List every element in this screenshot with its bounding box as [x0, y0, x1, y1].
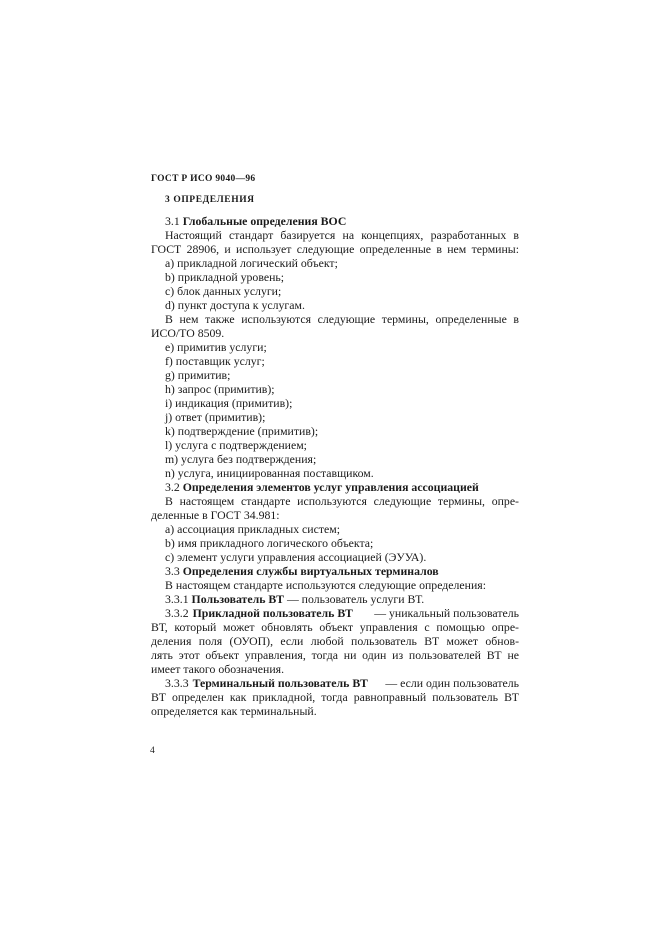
definition-term: Пользователь ВТ: [191, 592, 284, 606]
list-item: b) имя прикладного логического объекта;: [165, 536, 374, 550]
list-item: m) услуга без подтверждения;: [165, 452, 317, 466]
list-item: a) ассоциация прикладных систем;: [165, 522, 340, 536]
heading-number: 3.1: [165, 214, 180, 228]
paragraph-line: деленные в ГОСТ 34.981:: [151, 508, 280, 522]
paragraph-line: ВТ, который может обновлять объект управления с помощью опре-: [151, 620, 519, 634]
list-item: h) запрос (примитив);: [165, 382, 275, 396]
heading-title: Определения службы виртуальных терминалов: [182, 564, 439, 578]
subsection-heading-3-1: [165, 214, 519, 228]
list-item: l) услуга с подтверждением;: [165, 438, 307, 452]
definition-text: — уникальный пользователь: [374, 606, 519, 620]
subsection-heading-3-3: [165, 564, 519, 578]
heading-title: Определения элементов услуг управления ассоциацией: [182, 480, 479, 494]
list-item: d) пункт доступа к услугам.: [165, 298, 305, 312]
page-number: 4: [150, 746, 155, 756]
definition-term: Терминальный пользователь ВТ: [192, 676, 368, 690]
subsection-heading-3-2: [165, 480, 519, 494]
list-item: f) поставщик услуг;: [165, 354, 265, 368]
list-item: b) прикладной уровень;: [165, 270, 285, 284]
paragraph-line: ИСО/ТО 8509.: [151, 326, 225, 340]
list-item: e) примитив услуги;: [165, 340, 267, 354]
list-item: g) примитив;: [165, 368, 231, 382]
paragraph-line: лять этот объект управления, тогда ни один из пользователей ВТ не: [151, 648, 519, 662]
paragraph-line: ВТ определен как прикладной, тогда равноправный пользователь ВТ: [151, 690, 519, 704]
paragraph-line: ГОСТ 28906, и использует следующие определенные в нем термины:: [151, 242, 519, 256]
definition-text: — если один пользователь: [385, 676, 519, 690]
list-item: n) услуга, инициированная поставщиком.: [165, 466, 374, 480]
paragraph-line: В настоящем стандарте используются следующие определения:: [165, 578, 486, 592]
paragraph-line: В настоящем стандарте используются следующие термины, опре-: [165, 494, 519, 508]
paragraph-line: Настоящий стандарт базируется на концепциях, разработанных в: [165, 228, 519, 242]
document-header: ГОСТ Р ИСО 9040—96: [151, 174, 256, 184]
list-item: i) индикация (примитив);: [165, 396, 293, 410]
definition-number: 3.3.1: [165, 592, 189, 606]
definition-3-3-3: [165, 676, 519, 690]
list-item: a) прикладной логический объект;: [165, 256, 338, 270]
list-item: c) блок данных услуги;: [165, 284, 282, 298]
definition-term: Прикладной пользователь ВТ: [192, 606, 353, 620]
definition-number: 3.3.3: [165, 676, 189, 690]
paragraph-line: имеет такого обозначения.: [151, 662, 285, 676]
section-title: 3 ОПРЕДЕЛЕНИЯ: [165, 195, 255, 205]
paragraph-line: В нем также используются следующие термины, определенные в: [165, 312, 519, 326]
definition-3-3-2: [165, 606, 519, 620]
list-item: k) подтверждение (примитив);: [165, 424, 319, 438]
list-item: c) элемент услуги управления ассоциацией (ЭУУА).: [165, 550, 427, 564]
list-item: j) ответ (примитив);: [165, 410, 266, 424]
paragraph-line: деления поля (ОУОП), если любой пользователь ВТ может обнов-: [151, 634, 519, 648]
definition-number: 3.3.2: [165, 606, 189, 620]
definition-text: — пользователь услуги ВТ.: [286, 592, 425, 606]
heading-number: 3.2: [165, 480, 180, 494]
heading-number: 3.3: [165, 564, 180, 578]
paragraph-line: определяется как терминальный.: [151, 704, 317, 718]
heading-title: Глобальные определения ВОС: [182, 214, 347, 228]
definition-3-3-1: [165, 592, 519, 606]
